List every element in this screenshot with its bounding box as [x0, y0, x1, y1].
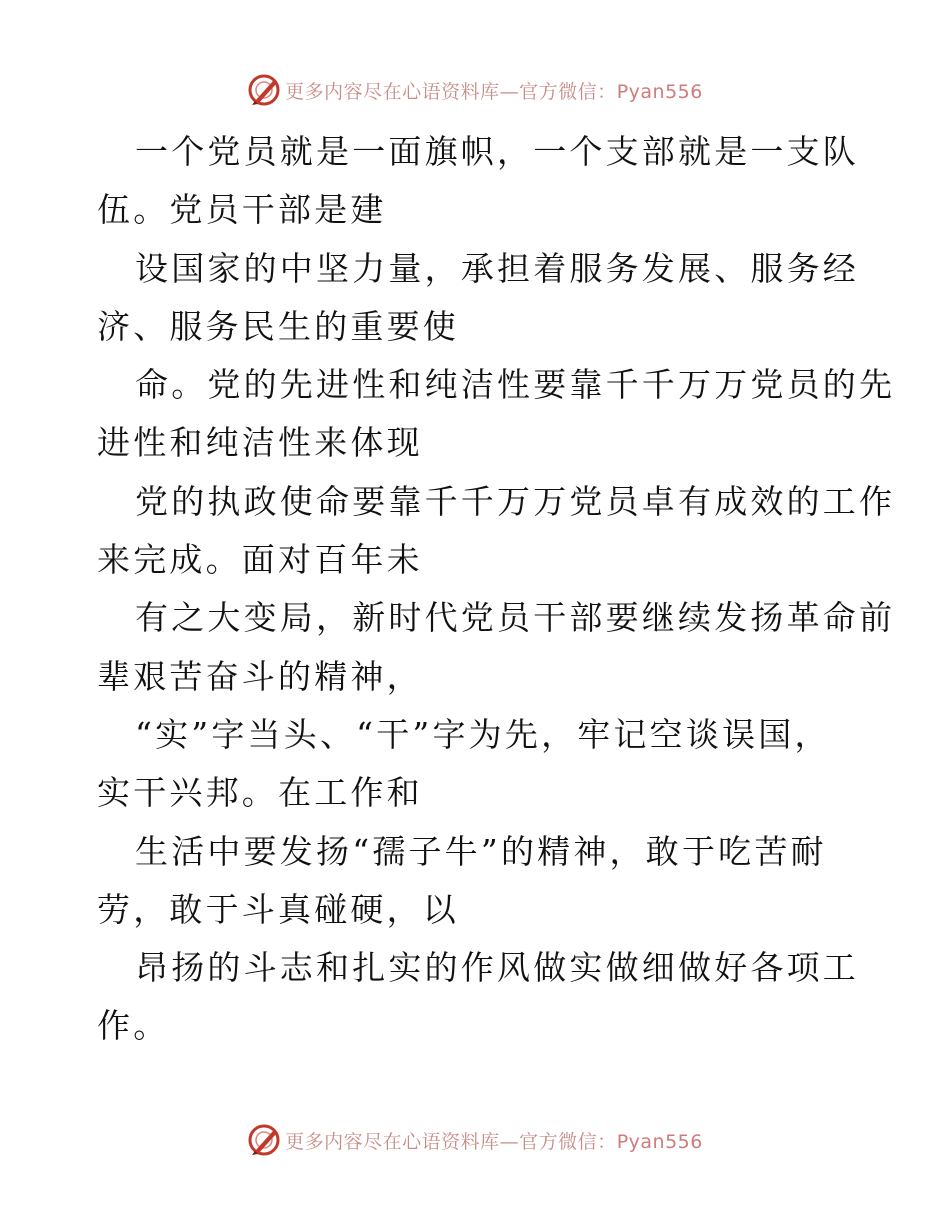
paragraph-line: 进性和纯洁性来体现: [97, 423, 423, 463]
paragraph-line: 劳，敢于斗真碰硬，以: [97, 889, 459, 929]
paragraph-line: 设国家的中坚力量，承担着服务发展、服务经: [135, 248, 859, 288]
watermark-text: 更多内容尽在心语资料库—官方微信：Pyan556: [285, 1130, 703, 1153]
header-watermark: [0, 70, 950, 110]
pen-logo-icon: [247, 73, 281, 107]
paragraph-line: 一个党员就是一面旗帜，一个支部就是一支队: [135, 132, 859, 171]
wechat-account: Pyan556: [616, 1130, 703, 1153]
paragraph-line: 辈艰苦奋斗的精神，: [97, 656, 423, 696]
paragraph-line: 伍。党员干部是建: [97, 190, 387, 230]
paragraph-line: 实干兴邦。在工作和: [97, 773, 423, 813]
paragraph-line: 命。党的先进性和纯洁性要靠千千万万党员的先: [135, 365, 896, 405]
document-body: [97, 123, 896, 1056]
footer-watermark: [0, 1120, 950, 1160]
paragraph-line: 作。: [97, 1006, 170, 1046]
watermark-text: 更多内容尽在心语资料库—官方微信：Pyan556: [285, 80, 703, 103]
paragraph-line: 来完成。面对百年未: [97, 540, 423, 580]
paragraph-line: 昂扬的斗志和扎实的作风做实做细做好各项工: [135, 948, 859, 988]
wechat-account: Pyan556: [616, 80, 703, 103]
paragraph-line: 生活中要发扬“孺子牛”的精神，敢于吃苦耐: [135, 831, 827, 871]
pen-logo-icon: [247, 1123, 281, 1157]
paragraph-line: 有之大变局，新时代党员干部要继续发扬革命前: [135, 598, 896, 638]
paragraph-line: “实”字当头、“干”字为先，牢记空谈误国，: [135, 714, 831, 754]
paragraph-line: 党的执政使命要靠千千万万党员卓有成效的工作: [135, 481, 896, 521]
paragraph-line: 济、服务民生的重要使: [97, 306, 459, 346]
